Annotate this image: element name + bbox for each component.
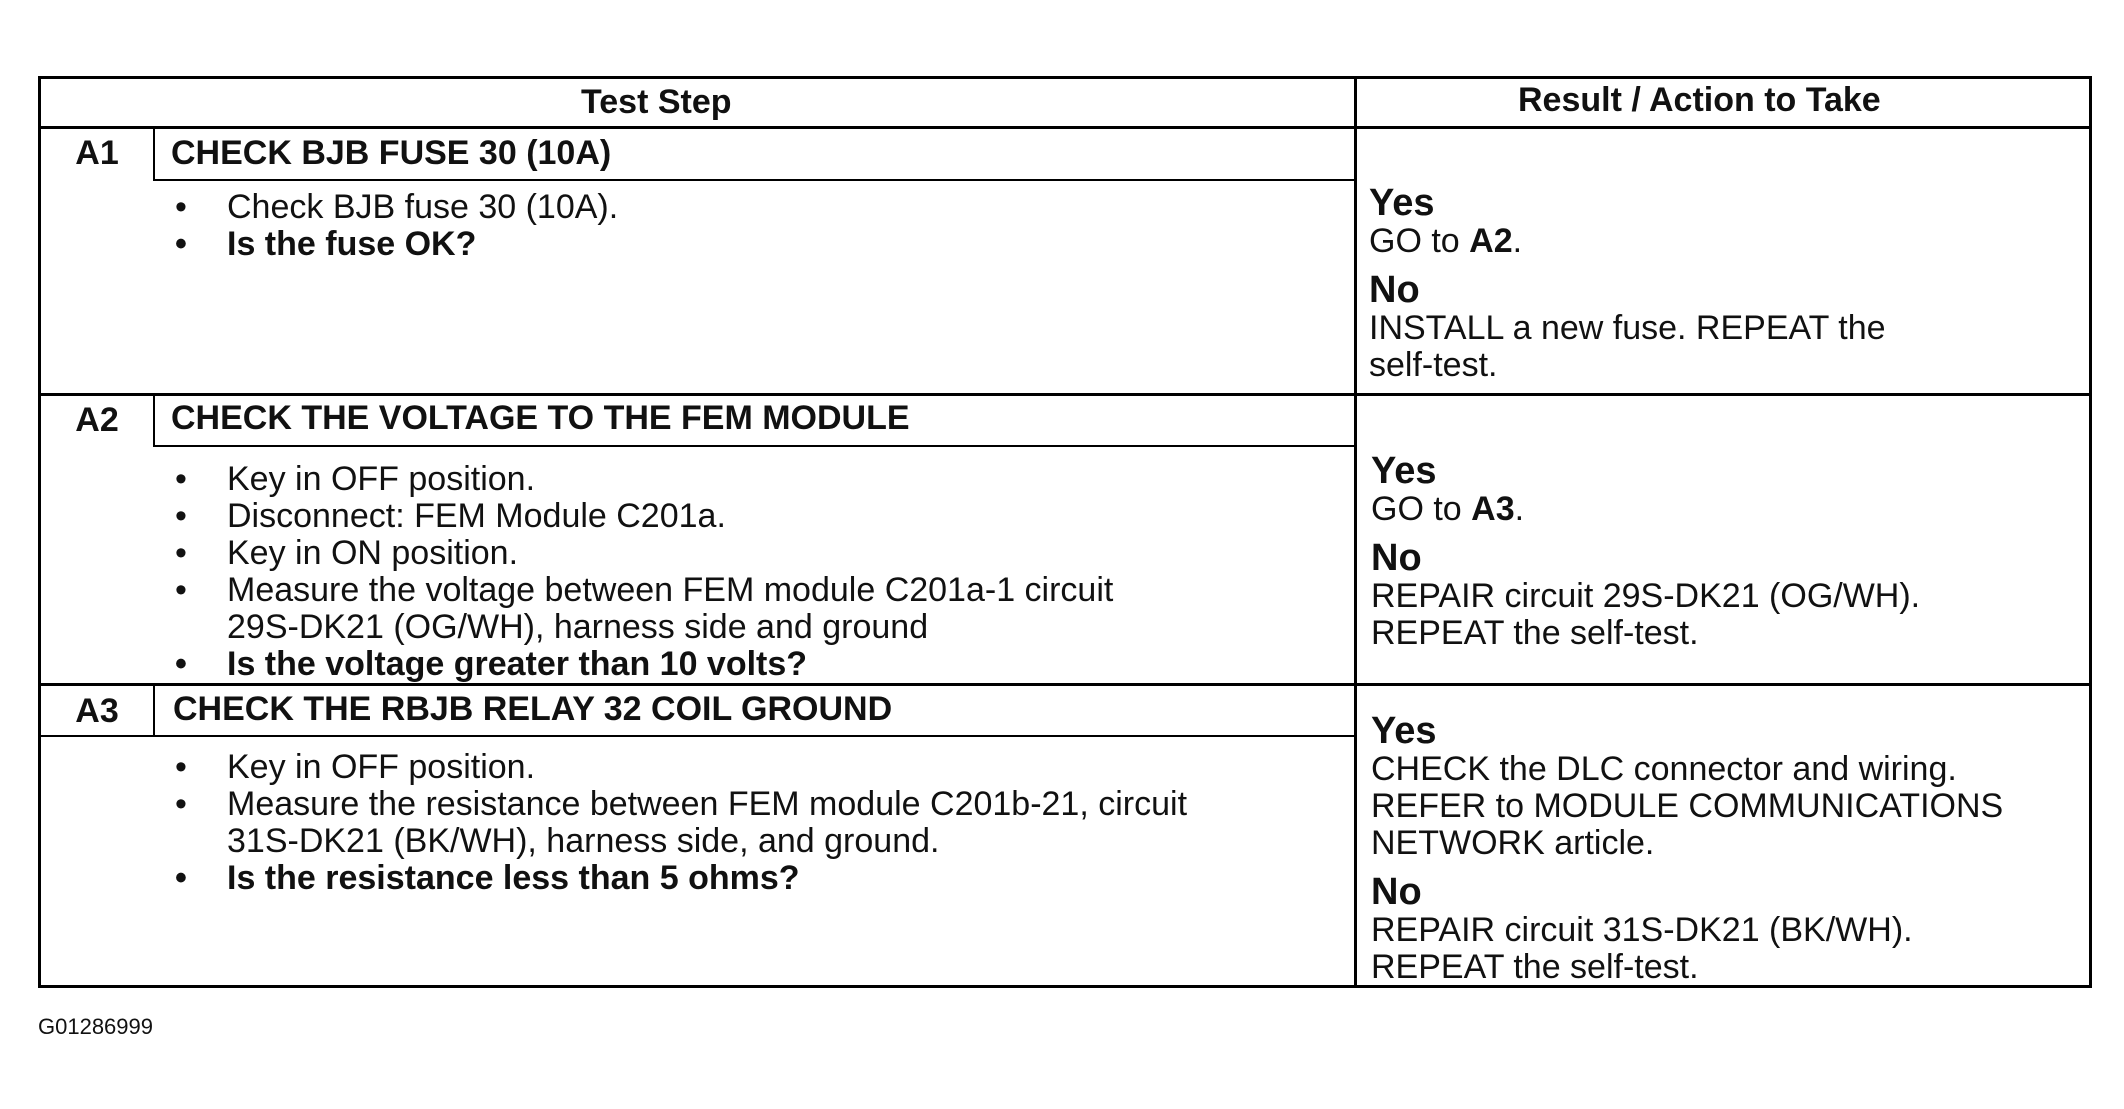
list-item: • Measure the voltage between FEM module C201a-1 circuit 29S-DK21 (OG/WH), harness side and ground bbox=[175, 571, 1114, 646]
list-item: • Measure the resistance between FEM module C201b-21, circuit 31S-DK21 (BK/WH), harness side, and ground. bbox=[175, 785, 1188, 860]
step-a3-result bbox=[1371, 711, 2003, 986]
step-a2-instructions bbox=[175, 461, 1113, 683]
step-a1-id: A1 bbox=[75, 134, 119, 172]
step-a2-question: • Is the voltage greater than 10 volts? bbox=[175, 645, 808, 683]
yes-label: Yes bbox=[1369, 182, 1435, 224]
step-a3-title-divider bbox=[41, 735, 1354, 737]
list-item: • Key in ON position. bbox=[175, 534, 519, 572]
list-item: • Key in OFF position. bbox=[175, 748, 536, 786]
step-a1-title-divider bbox=[153, 179, 1354, 181]
step-a2-title: CHECK THE VOLTAGE TO THE FEM MODULE bbox=[171, 399, 910, 437]
step-a3-instructions bbox=[175, 749, 1187, 897]
no-action: REPAIR circuit 29S-DK21 (OG/WH). REPEAT the self-test. bbox=[1371, 577, 1921, 652]
step-a1-question: • Is the fuse OK? bbox=[175, 225, 477, 263]
step-a1-bottom bbox=[41, 393, 2089, 396]
no-action: INSTALL a new fuse. REPEAT the self-test. bbox=[1369, 309, 1886, 384]
step-a3-title: CHECK THE RBJB RELAY 32 COIL GROUND bbox=[173, 690, 893, 728]
list-item: • Disconnect: FEM Module C201a. bbox=[175, 497, 726, 535]
step-a3-id-divider bbox=[153, 686, 155, 736]
yes-action: CHECK the DLC connector and wiring. REFER to MODULE COMMUNICATIONS NETWORK article. bbox=[1371, 750, 2004, 862]
no-label: No bbox=[1369, 269, 1420, 311]
figure-id: G01286999 bbox=[38, 1014, 153, 1039]
no-action: REPAIR circuit 31S-DK21 (BK/WH). REPEAT the self-test. bbox=[1371, 911, 1913, 986]
step-a2-id-divider bbox=[153, 396, 155, 446]
step-a1-instructions bbox=[175, 189, 618, 263]
step-a2-bottom bbox=[41, 683, 2089, 686]
yes-label: Yes bbox=[1371, 450, 1437, 492]
header-result-action: Result / Action to Take bbox=[1518, 81, 1881, 119]
step-a3-question: • Is the resistance less than 5 ohms? bbox=[175, 859, 800, 897]
step-a1-result bbox=[1369, 183, 1886, 384]
yes-action: GO to A3. bbox=[1371, 490, 1525, 528]
step-a2-id: A2 bbox=[75, 401, 119, 439]
step-a1-title: CHECK BJB FUSE 30 (10A) bbox=[171, 134, 612, 172]
list-item: • Key in OFF position. bbox=[175, 460, 536, 498]
column-divider bbox=[1354, 79, 1357, 985]
step-a2-result bbox=[1371, 451, 1920, 652]
yes-label: Yes bbox=[1371, 710, 1437, 752]
diagnostic-table bbox=[38, 76, 2092, 988]
header-test-step: Test Step bbox=[581, 83, 732, 121]
no-label: No bbox=[1371, 537, 1422, 579]
step-a3-id: A3 bbox=[75, 692, 119, 730]
yes-action: GO to A2. bbox=[1369, 222, 1523, 260]
step-a2-title-divider bbox=[153, 445, 1354, 447]
step-a1-id-divider bbox=[153, 129, 155, 180]
no-label: No bbox=[1371, 871, 1422, 913]
header-divider bbox=[41, 126, 2089, 129]
list-item: • Check BJB fuse 30 (10A). bbox=[175, 188, 619, 226]
